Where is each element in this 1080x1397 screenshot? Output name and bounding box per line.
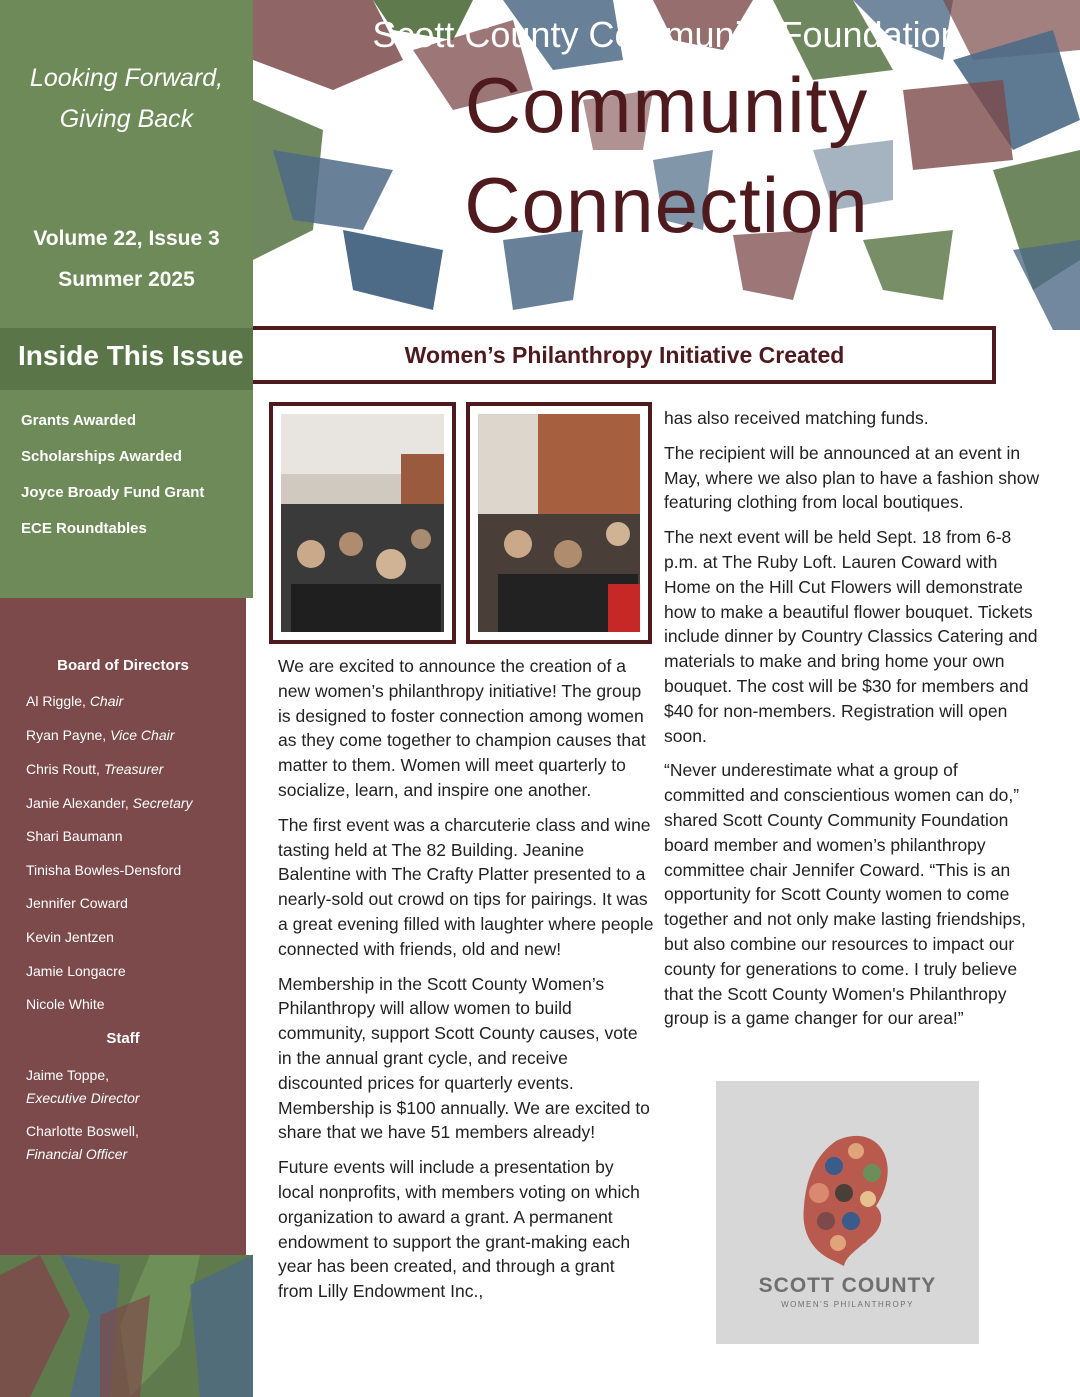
tagline-line-1: Looking Forward, (29, 64, 224, 92)
toc-item-joyce-broady[interactable]: Joyce Broady Fund Grant (21, 484, 205, 501)
article-column-2 (664, 406, 1042, 1041)
board-member: Ryan Payne, Vice Chair (26, 727, 175, 743)
article-column-1 (278, 654, 654, 1314)
article-paragraph: The next event will be held Sept. 18 from 6-8 p.m. at The Ruby Loft. Lauren Coward with Home on the Hill Cut Flowers will demonstrate how to make a beautiful flower bouquet. Tickets include dinner by Country Classics Catering and materials to make and bring home your own bouquet. The cost will be $30 for members and $40 for non-members. Registration will open soon. (664, 527, 1038, 746)
toc-item-ece[interactable]: ECE Roundtables (21, 520, 147, 537)
article-paragraph: The recipient will be announced at an event in May, where we also plan to have a fashion show featuring clothing from local boutiques. (664, 442, 1040, 513)
event-photo-2 (466, 402, 652, 644)
board-member: Jamie Longacre (26, 963, 126, 979)
issue-season: Summer 2025 (58, 268, 195, 291)
board-member: Al Riggle, Chair (26, 693, 124, 709)
board-member: Chris Routt, Treasurer (26, 761, 164, 777)
toc-item-grants[interactable]: Grants Awarded (21, 412, 137, 429)
article-paragraph: Membership in the Scott County Women’s Philanthropy will allow women to build community, support Scott County causes, vote in the annual grant cycle, and receive discounted prices for quarterly events. Membership is $100 annually. We are excited to share that we have 51 members already! (278, 973, 650, 1143)
board-heading: Board of Directors (57, 657, 189, 674)
staff-member: Jaime Toppe, Executive Director (26, 1067, 140, 1106)
newsletter-title-line-2: Connection (464, 161, 869, 249)
issue-volume: Volume 22, Issue 3 (33, 227, 220, 250)
toc-item-scholarships[interactable]: Scholarships Awarded (21, 448, 182, 465)
article-paragraph: Future events will include a presentation by local nonprofits, with members voting on which organization to award a grant. A permanent endowment to support the grant-making each year has been created, and through a grant from Lilly Endowment Inc., (278, 1157, 640, 1302)
event-photo-1 (269, 402, 456, 644)
article-headline: Women’s Philanthropy Initiative Created (404, 342, 845, 368)
logo-name: SCOTT COUNTY (758, 1274, 937, 1297)
board-member: Janie Alexander, Secretary (26, 795, 193, 811)
tagline-line-2: Giving Back (59, 105, 194, 133)
inside-issue-title: Inside This Issue (18, 340, 244, 371)
board-member: Nicole White (26, 996, 105, 1012)
board-member: Tinisha Bowles-Densford (26, 862, 182, 878)
board-member: Kevin Jentzen (26, 929, 114, 945)
board-member: Jennifer Coward (26, 895, 128, 911)
leaf-decoration-bottom (0, 1255, 253, 1397)
article-paragraph: The first event was a charcuterie class and wine tasting held at The 82 Building. Jeanine Balentine with The Crafty Platter presented to a nearly-sold out crowd on tips for pairings. It was a great evening filled with laughter where people connected with friends, old and new! (278, 814, 654, 959)
article-paragraph: has also received matching funds. (664, 408, 929, 428)
logo-subtitle: WOMEN'S PHILANTHROPY (781, 1300, 914, 1309)
article-paragraph: “Never underestimate what a group of committed and conscientious women can do,” shared Scott County Community Foundation board member and women’s philanthropy committee chair Jennifer Coward. “This is an opportunity for Scott County women to come together and not only make lasting friendships, but also combine our resources to impact our county for generations to come. I truly believe that the Scott County Women's Philanthropy group is a game changer for our area!” (664, 760, 1026, 1029)
org-name: Scott County Community Foundation (372, 14, 961, 55)
staff-member: Charlotte Boswell, Financial Officer (26, 1123, 139, 1162)
article-paragraph: We are excited to announce the creation of a new women’s philanthropy initiative! The group is designed to foster connection among women as they come together to champion causes that matter to them. Women will meet quarterly to socialize, learn, and inspire one another. (278, 656, 646, 800)
board-member: Shari Baumann (26, 828, 123, 844)
newsletter-title-line-1: Community (464, 61, 869, 149)
staff-heading: Staff (106, 1030, 140, 1047)
